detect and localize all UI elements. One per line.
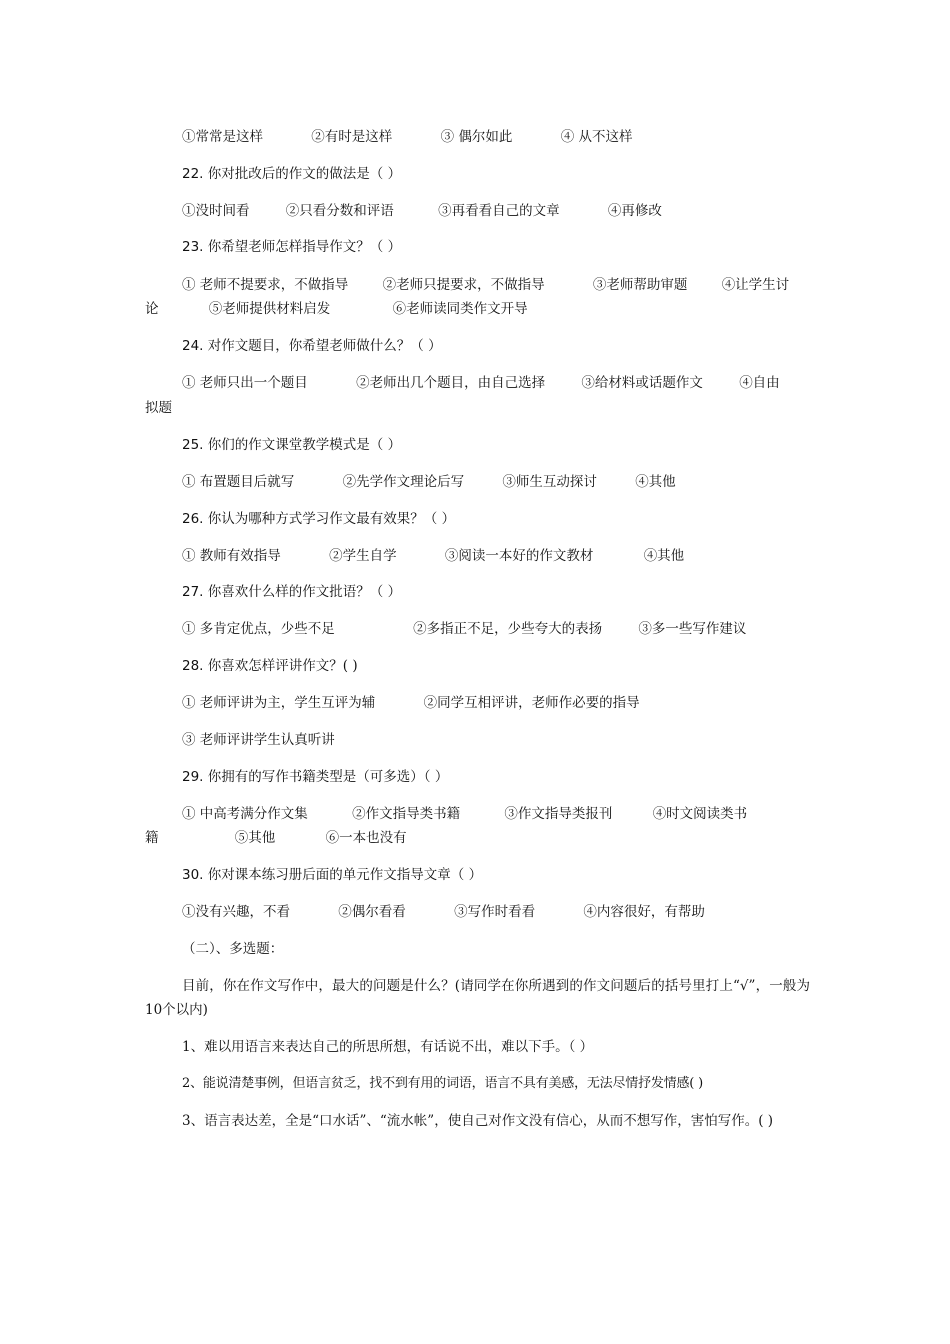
section2-item-2: 2、能说清楚事例，但语言贫乏，找不到有用的词语，语言不具有美感，无法尽情抒发情感( ) [182, 1076, 703, 1091]
q24-question [145, 334, 847, 358]
q29-option-4-continued: 籍 [145, 830, 159, 846]
q21-option-2: ②有时是这样 [311, 129, 393, 145]
q28-question [145, 654, 847, 678]
q28-options-line1 [145, 691, 847, 715]
q24-number: 24. [182, 338, 204, 354]
q23-options-line1 [145, 273, 847, 297]
q26-option-1: ① 教师有效指导 [182, 548, 281, 564]
q30-option-1: ①没有兴趣，不看 [182, 904, 290, 920]
q24-text: 对作文题目，你希望老师做什么？（ ） [207, 338, 442, 354]
q25-option-4: ④其他 [635, 474, 676, 490]
q23-number: 23. [182, 239, 204, 255]
q22-options [145, 199, 847, 223]
q30-text: 你对课本练习册后面的单元作文指导文章（ ） [207, 867, 483, 883]
q26-number: 26. [182, 511, 204, 527]
q28-text: 你喜欢怎样评讲作文？( ) [207, 658, 358, 674]
q27-options [145, 617, 847, 641]
q25-text: 你们的作文课堂教学模式是（ ） [207, 437, 402, 453]
q28-option-2: ②同学互相评讲，老师作必要的指导 [423, 695, 640, 711]
section2-intro: 目前，你在作文写作中，最大的问题是什么？(请同学在你所遇到的作文问题后的括号里打上“√”，一般为10个以内) [145, 978, 810, 1018]
section2-item-3: 3、语言表达差，全是“口水话”、“流水帐”，使自己对作文没有信心，从而不想写作，害怕写作。( ) [182, 1113, 774, 1129]
q25-options [145, 470, 847, 494]
q23-option-4-continued: 论 [145, 301, 159, 317]
q25-option-2: ②先学作文理论后写 [342, 474, 465, 490]
q28-option-3: ③ 老师评讲学生认真听讲 [182, 732, 335, 748]
q29-number: 29. [182, 769, 204, 785]
q21-option-3: ③ 偶尔如此 [440, 129, 513, 145]
q30-option-3: ③写作时看看 [454, 904, 536, 920]
q24-option-3: ③给材料或话题作文 [581, 375, 703, 391]
section2-heading: （二）、多选题： [182, 941, 284, 957]
q22-option-3: ③再看看自己的文章 [438, 203, 560, 219]
q29-option-4: ④时文阅读类书 [652, 806, 748, 822]
q26-option-2: ②学生自学 [329, 548, 397, 564]
q23-option-4: ④让学生讨 [721, 277, 790, 293]
q26-option-3: ③阅读一本好的作文教材 [444, 548, 594, 564]
q22-number: 22. [182, 166, 204, 182]
q29-option-6: ⑥一本也没有 [325, 830, 407, 846]
q26-options [145, 544, 847, 568]
q25-question [145, 433, 847, 457]
q22-option-2: ②只看分数和评语 [285, 203, 394, 219]
q23-question [145, 235, 847, 259]
q27-option-1: ① 多肯定优点，少些不足 [182, 621, 335, 637]
q29-options-line2 [145, 826, 810, 850]
q29-option-1: ① 中高考满分作文集 [182, 806, 308, 822]
q24-option-4: ④自由 [739, 375, 780, 391]
q23-option-6: ⑥老师读同类作文开导 [392, 301, 528, 317]
q28-option-1: ① 老师评讲为主，学生互评为辅 [182, 695, 376, 711]
q27-text: 你喜欢什么样的作文批语？（ ） [207, 584, 402, 600]
q29-question [145, 765, 847, 789]
q25-number: 25. [182, 437, 204, 453]
q28-number: 28. [182, 658, 204, 674]
q23-option-2: ②老师只提要求，不做指导 [382, 277, 545, 293]
q29-option-2: ②作文指导类书籍 [352, 806, 461, 822]
section2-item-1: 1、难以用语言来表达自己的所思所想，有话说不出，难以下手。（ ） [182, 1039, 594, 1055]
q21-option-4: ④ 从不这样 [560, 129, 633, 145]
q24-option-1: ① 老师只出一个题目 [182, 375, 308, 391]
q24-options-line1 [145, 371, 847, 395]
q25-option-3: ③师生互动探讨 [502, 474, 597, 490]
q27-option-2: ②多指正不足，少些夸大的表扬 [413, 621, 603, 637]
q22-option-4: ④再修改 [607, 203, 662, 219]
q27-question [145, 580, 847, 604]
q30-options [145, 900, 847, 924]
q21-options [145, 125, 847, 149]
q29-option-3: ③作文指导类报刊 [504, 806, 613, 822]
q23-text: 你希望老师怎样指导作文？（ ） [207, 239, 402, 255]
q24-option-2: ②老师出几个题目，由自己选择 [356, 375, 546, 391]
q30-option-2: ②偶尔看看 [338, 904, 406, 920]
q30-question [145, 863, 847, 887]
q29-options-line1 [145, 802, 847, 826]
q27-number: 27. [182, 584, 204, 600]
q27-option-3: ③多一些写作建议 [638, 621, 747, 637]
q24-options-line2: 拟题 [145, 400, 172, 416]
q22-question [145, 162, 847, 186]
q25-option-1: ① 布置题目后就写 [182, 474, 295, 490]
q26-text: 你认为哪种方式学习作文最有效果？（ ） [207, 511, 456, 527]
q22-text: 你对批改后的作文的做法是（ ） [207, 166, 402, 182]
q23-option-5: ⑤老师提供材料启发 [208, 301, 331, 317]
q21-option-1: ①常常是这样 [182, 129, 263, 145]
q22-option-1: ①没时间看 [182, 203, 250, 219]
q29-text: 你拥有的写作书籍类型是（可多选）（ ） [207, 769, 449, 785]
q30-option-4: ④内容很好，有帮助 [583, 904, 705, 920]
q23-option-3: ③老师帮助审题 [592, 277, 688, 293]
q23-options-line2 [145, 297, 810, 321]
q26-option-4: ④其他 [643, 548, 685, 564]
q26-question [145, 507, 847, 531]
q29-option-5: ⑤其他 [234, 830, 276, 846]
q23-option-1: ① 老师不提要求，不做指导 [182, 277, 349, 293]
q30-number: 30. [182, 867, 204, 883]
